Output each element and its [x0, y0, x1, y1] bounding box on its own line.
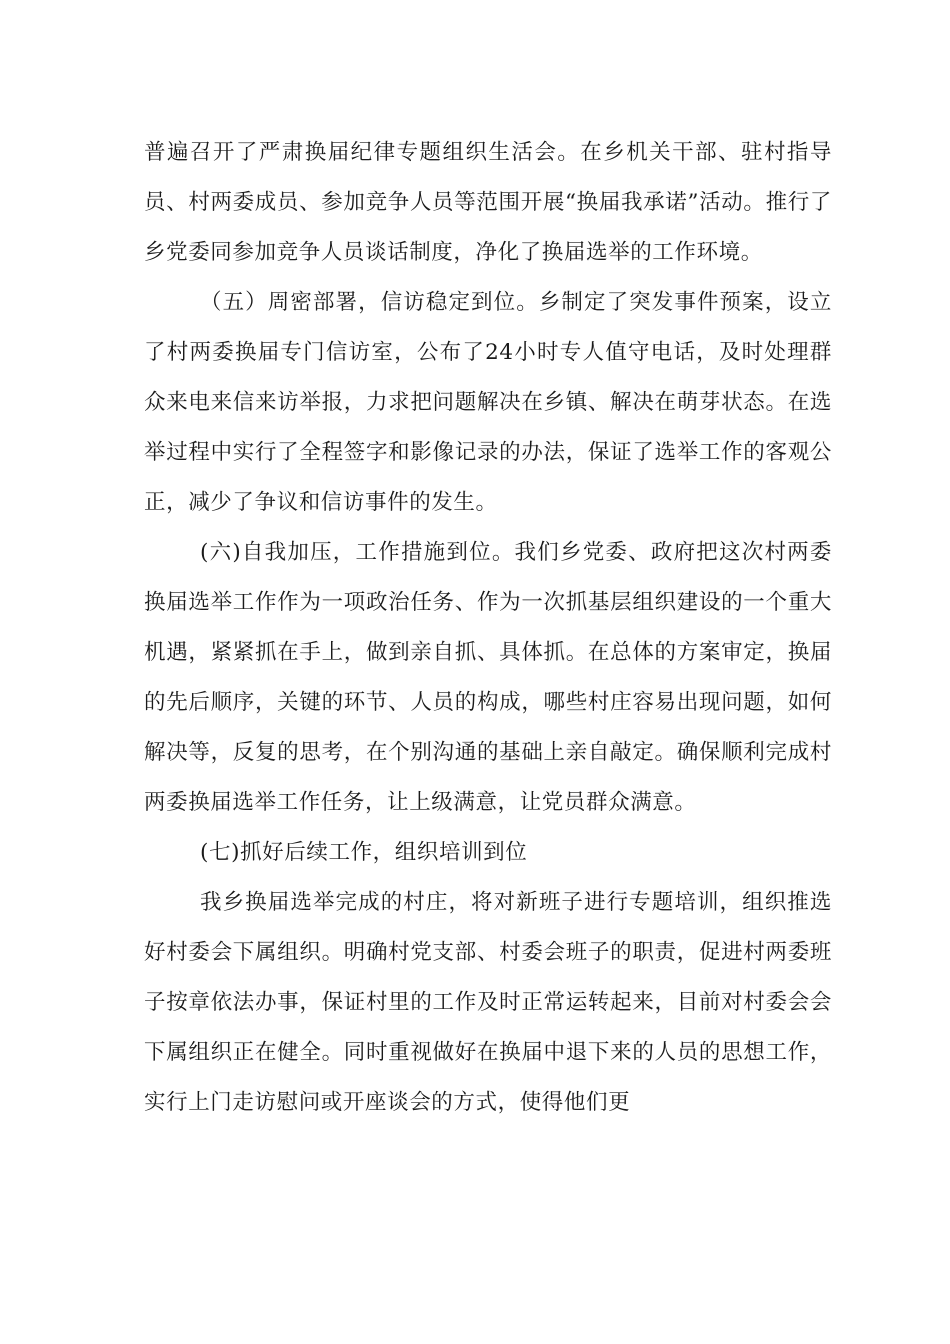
- paragraph-5: 我乡换届选举完成的村庄，将对新班子进行专题培训，组织推选好村委会下属组织。明确村党支部、村委会班子的职责，促进村两委班子按章依法办事，保证村里的工作及时正常运转起来，目前对村委会会下属组织正在健全。同时重视做好在换届中退下来的人员的思想工作，实行上门走访慰问或开座谈会的方式，使得他们更: [144, 890, 832, 1115]
- paragraph-3: (六)自我加压，工作措施到位。我们乡党委、政府把这次村两委换届选举工作作为一项政治任务、作为一次抓基层组织建设的一个重大机遇，紧紧抓在手上，做到亲自抓、具体抓。在总体的方案审定，换届的先后顺序，关键的环节、人员的构成，哪些村庄容易出现问题，如何解决等，反复的思考，在个别沟通的基础上亲自敲定。确保顺利完成村两委换届选举工作任务，让上级满意，让党员群众满意。: [144, 540, 832, 815]
- paragraph-1: 普遍召开了严肃换届纪律专题组织生活会。在乡机关干部、驻村指导员、村两委成员、参加竞争人员等范围开展“换届我承诺”活动。推行了乡党委同参加竞争人员谈话制度，净化了换届选举的工作环境。: [144, 140, 832, 265]
- paragraph-4-heading: (七)抓好后续工作，组织培训到位: [200, 840, 528, 865]
- paragraph-2: （五）周密部署，信访稳定到位。乡制定了突发事件预案，设立了村两委换届专门信访室，公布了24小时专人值守电话，及时处理群众来电来信来访举报，力求把问题解决在乡镇、解决在萌芽状态。在选举过程中实行了全程签字和影像记录的办法，保证了选举工作的客观公正，减少了争议和信访事件的发生。: [144, 290, 832, 515]
- document-body: [144, 128, 832, 1128]
